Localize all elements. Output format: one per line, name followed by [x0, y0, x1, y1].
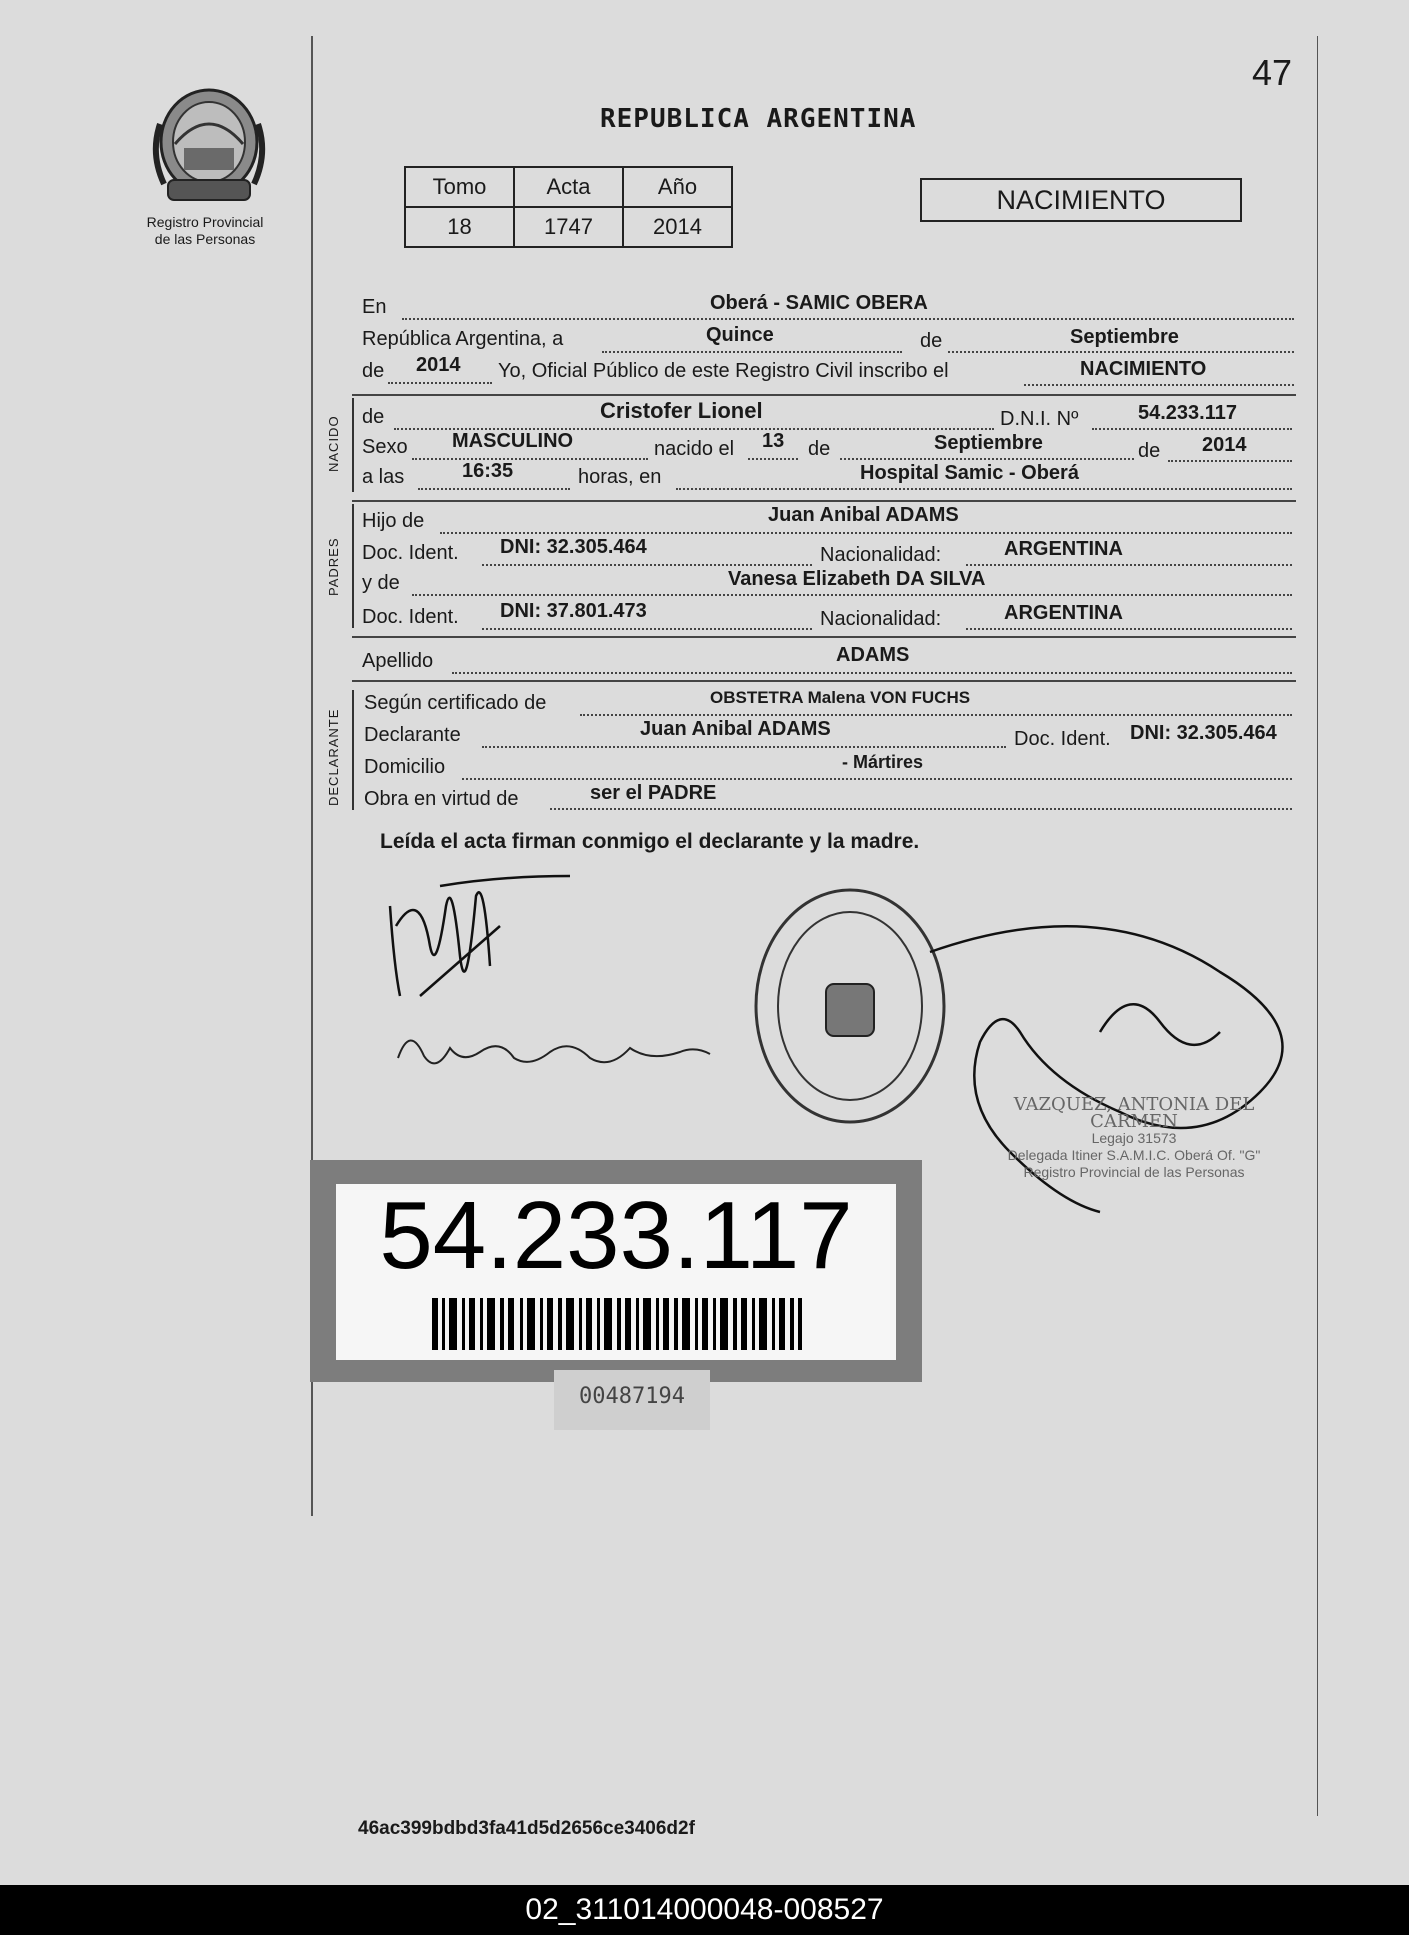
republic-label: República Argentina, a — [362, 328, 564, 350]
nacido-el-label: nacido el — [654, 438, 735, 460]
declarante-bar — [352, 690, 354, 810]
dotted-line — [388, 382, 492, 384]
dotted-line — [966, 628, 1292, 630]
certificado-label: Según certificado de — [364, 692, 547, 714]
dotted-line — [462, 778, 1292, 780]
mother-name-value: Vanesa Elizabeth DA SILVA — [728, 568, 986, 590]
dotted-line — [676, 488, 1292, 490]
day-value: Quince — [706, 324, 774, 346]
dotted-line — [452, 672, 1292, 674]
dni-sticker — [310, 1160, 922, 1382]
official-stamp-line1: VAZQUEZ, ANTONIA DEL CARMEN — [1013, 1094, 1255, 1132]
y-de-label: y de — [362, 572, 400, 594]
dotted-line — [418, 488, 570, 490]
hijo-de-label: Hijo de — [362, 510, 425, 532]
en-label: En — [362, 296, 387, 318]
registry-value-acta: 1747 — [514, 207, 623, 247]
logo-caption-line2: de las Personas — [154, 231, 256, 247]
padres-bar — [352, 504, 354, 628]
sticker-number: 54.233.117 — [379, 1182, 853, 1289]
registry-value-tomo: 18 — [405, 207, 514, 247]
dotted-line — [482, 628, 812, 630]
dotted-line — [580, 714, 1292, 716]
dotted-line — [402, 318, 1294, 320]
officer-text: Yo, Oficial Público de este Registro Civil inscribo el — [498, 360, 949, 382]
certificado-value: OBSTETRA Malena VON FUCHS — [710, 688, 971, 707]
place-value: Oberá - SAMIC OBERA — [710, 292, 928, 314]
nacido-section-label: NACIDO — [326, 415, 341, 472]
misiones-coat-of-arms-logo — [150, 84, 268, 210]
time-value: 16:35 — [462, 460, 514, 482]
dotted-line — [482, 746, 1006, 748]
de-year-label: de — [362, 360, 385, 382]
registry-header-acta: Acta — [514, 167, 623, 207]
padres-section-label: PADRES — [326, 537, 341, 596]
declarante-value: Juan Anibal ADAMS — [640, 718, 831, 740]
apellido-label: Apellido — [362, 650, 434, 672]
mother-doc-label: Doc. Ident. — [362, 606, 459, 628]
footer-id-bar — [0, 1885, 1409, 1935]
dotted-line — [550, 808, 1292, 810]
birth-day-value: 13 — [762, 430, 785, 452]
father-name-value: Juan Anibal ADAMS — [768, 504, 959, 526]
obra-value: ser el PADRE — [590, 782, 717, 804]
separator — [352, 500, 1296, 502]
declarante-section-label: DECLARANTE — [326, 708, 341, 806]
dotted-line — [1024, 384, 1294, 386]
official-stamp-line2: Legajo 31573 — [1091, 1130, 1177, 1146]
serial-box — [554, 1370, 710, 1430]
mother-nationality-label: Nacionalidad: — [820, 608, 942, 630]
nacido-bar — [352, 398, 354, 492]
page-number: 47 — [1252, 52, 1293, 93]
registry-header-tomo: Tomo — [405, 167, 514, 207]
registry-value-ano: 2014 — [623, 207, 732, 247]
a-las-label: a las — [362, 466, 405, 488]
serial-number: 00487194 — [579, 1384, 685, 1409]
father-doc-value: DNI: 32.305.464 — [500, 536, 647, 558]
barcode — [432, 1298, 802, 1350]
footer-id: 02_311014000048-008527 — [525, 1893, 884, 1926]
registry-header-ano: Año — [623, 167, 732, 207]
sticker-inner — [336, 1184, 896, 1360]
mother-signature — [390, 1018, 720, 1078]
domicilio-value: - Mártires — [842, 752, 924, 772]
dotted-line — [440, 532, 1292, 534]
apellido-value: ADAMS — [836, 644, 910, 666]
sexo-value: MASCULINO — [452, 430, 574, 452]
de-label-2: de — [808, 438, 831, 460]
closing-statement: Leída el acta firman conmigo el declarante y la madre. — [380, 830, 920, 853]
official-stamp — [984, 1096, 1284, 1181]
nacido-de-label: de — [362, 406, 385, 428]
separator — [352, 636, 1296, 638]
document-kind-box: NACIMIENTO — [920, 178, 1242, 222]
dotted-line — [1092, 428, 1292, 430]
obra-label: Obra en virtud de — [364, 788, 519, 810]
dotted-line — [1168, 460, 1292, 462]
logo-caption-line1: Registro Provincial — [146, 214, 264, 230]
dotted-line — [412, 458, 648, 460]
dotted-line — [948, 351, 1294, 353]
father-doc-label: Doc. Ident. — [362, 542, 459, 564]
dotted-line — [482, 564, 812, 566]
horas-label: horas, en — [578, 466, 662, 488]
logo-caption — [130, 214, 280, 248]
separator — [352, 680, 1296, 682]
registry-table — [404, 166, 733, 248]
dni-label: D.N.I. Nº — [1000, 408, 1079, 430]
month-value: Septiembre — [1070, 326, 1179, 348]
official-stamp-line3: Delegada Itiner S.A.M.I.C. Oberá Of. "G" — [1007, 1147, 1261, 1163]
dotted-line — [840, 458, 1134, 460]
dotted-line — [602, 351, 902, 353]
separator — [352, 394, 1296, 396]
document-hash: 46ac399bdbd3fa41d5d2656ce3406d2f — [358, 1818, 695, 1839]
page-title: REPUBLICA ARGENTINA — [600, 104, 917, 134]
declarante-label: Declarante — [364, 724, 461, 746]
de-label: de — [920, 330, 943, 352]
dotted-line — [412, 594, 1292, 596]
birth-month-value: Septiembre — [934, 432, 1043, 454]
birth-year-value: 2014 — [1202, 434, 1247, 456]
year-value: 2014 — [416, 354, 461, 376]
dotted-line — [966, 564, 1292, 566]
mother-nationality-value: ARGENTINA — [1004, 602, 1123, 624]
de-label-3: de — [1138, 440, 1161, 462]
father-nationality-label: Nacionalidad: — [820, 544, 942, 566]
sexo-label: Sexo — [362, 436, 408, 458]
official-stamp-line4: Registro Provincial de las Personas — [1023, 1164, 1245, 1180]
child-name-value: Cristofer Lionel — [600, 398, 763, 423]
domicilio-label: Domicilio — [364, 756, 446, 778]
act-type-value: NACIMIENTO — [1080, 358, 1207, 380]
declarante-doc-value: DNI: 32.305.464 — [1130, 722, 1277, 744]
father-signature — [380, 866, 580, 1026]
declarante-doc-label: Doc. Ident. — [1014, 728, 1111, 750]
birth-place-value: Hospital Samic - Oberá — [860, 462, 1079, 484]
dotted-line — [748, 458, 798, 460]
father-nationality-value: ARGENTINA — [1004, 538, 1123, 560]
child-dni-value: 54.233.117 — [1138, 402, 1237, 424]
mother-doc-value: DNI: 37.801.473 — [500, 600, 647, 622]
